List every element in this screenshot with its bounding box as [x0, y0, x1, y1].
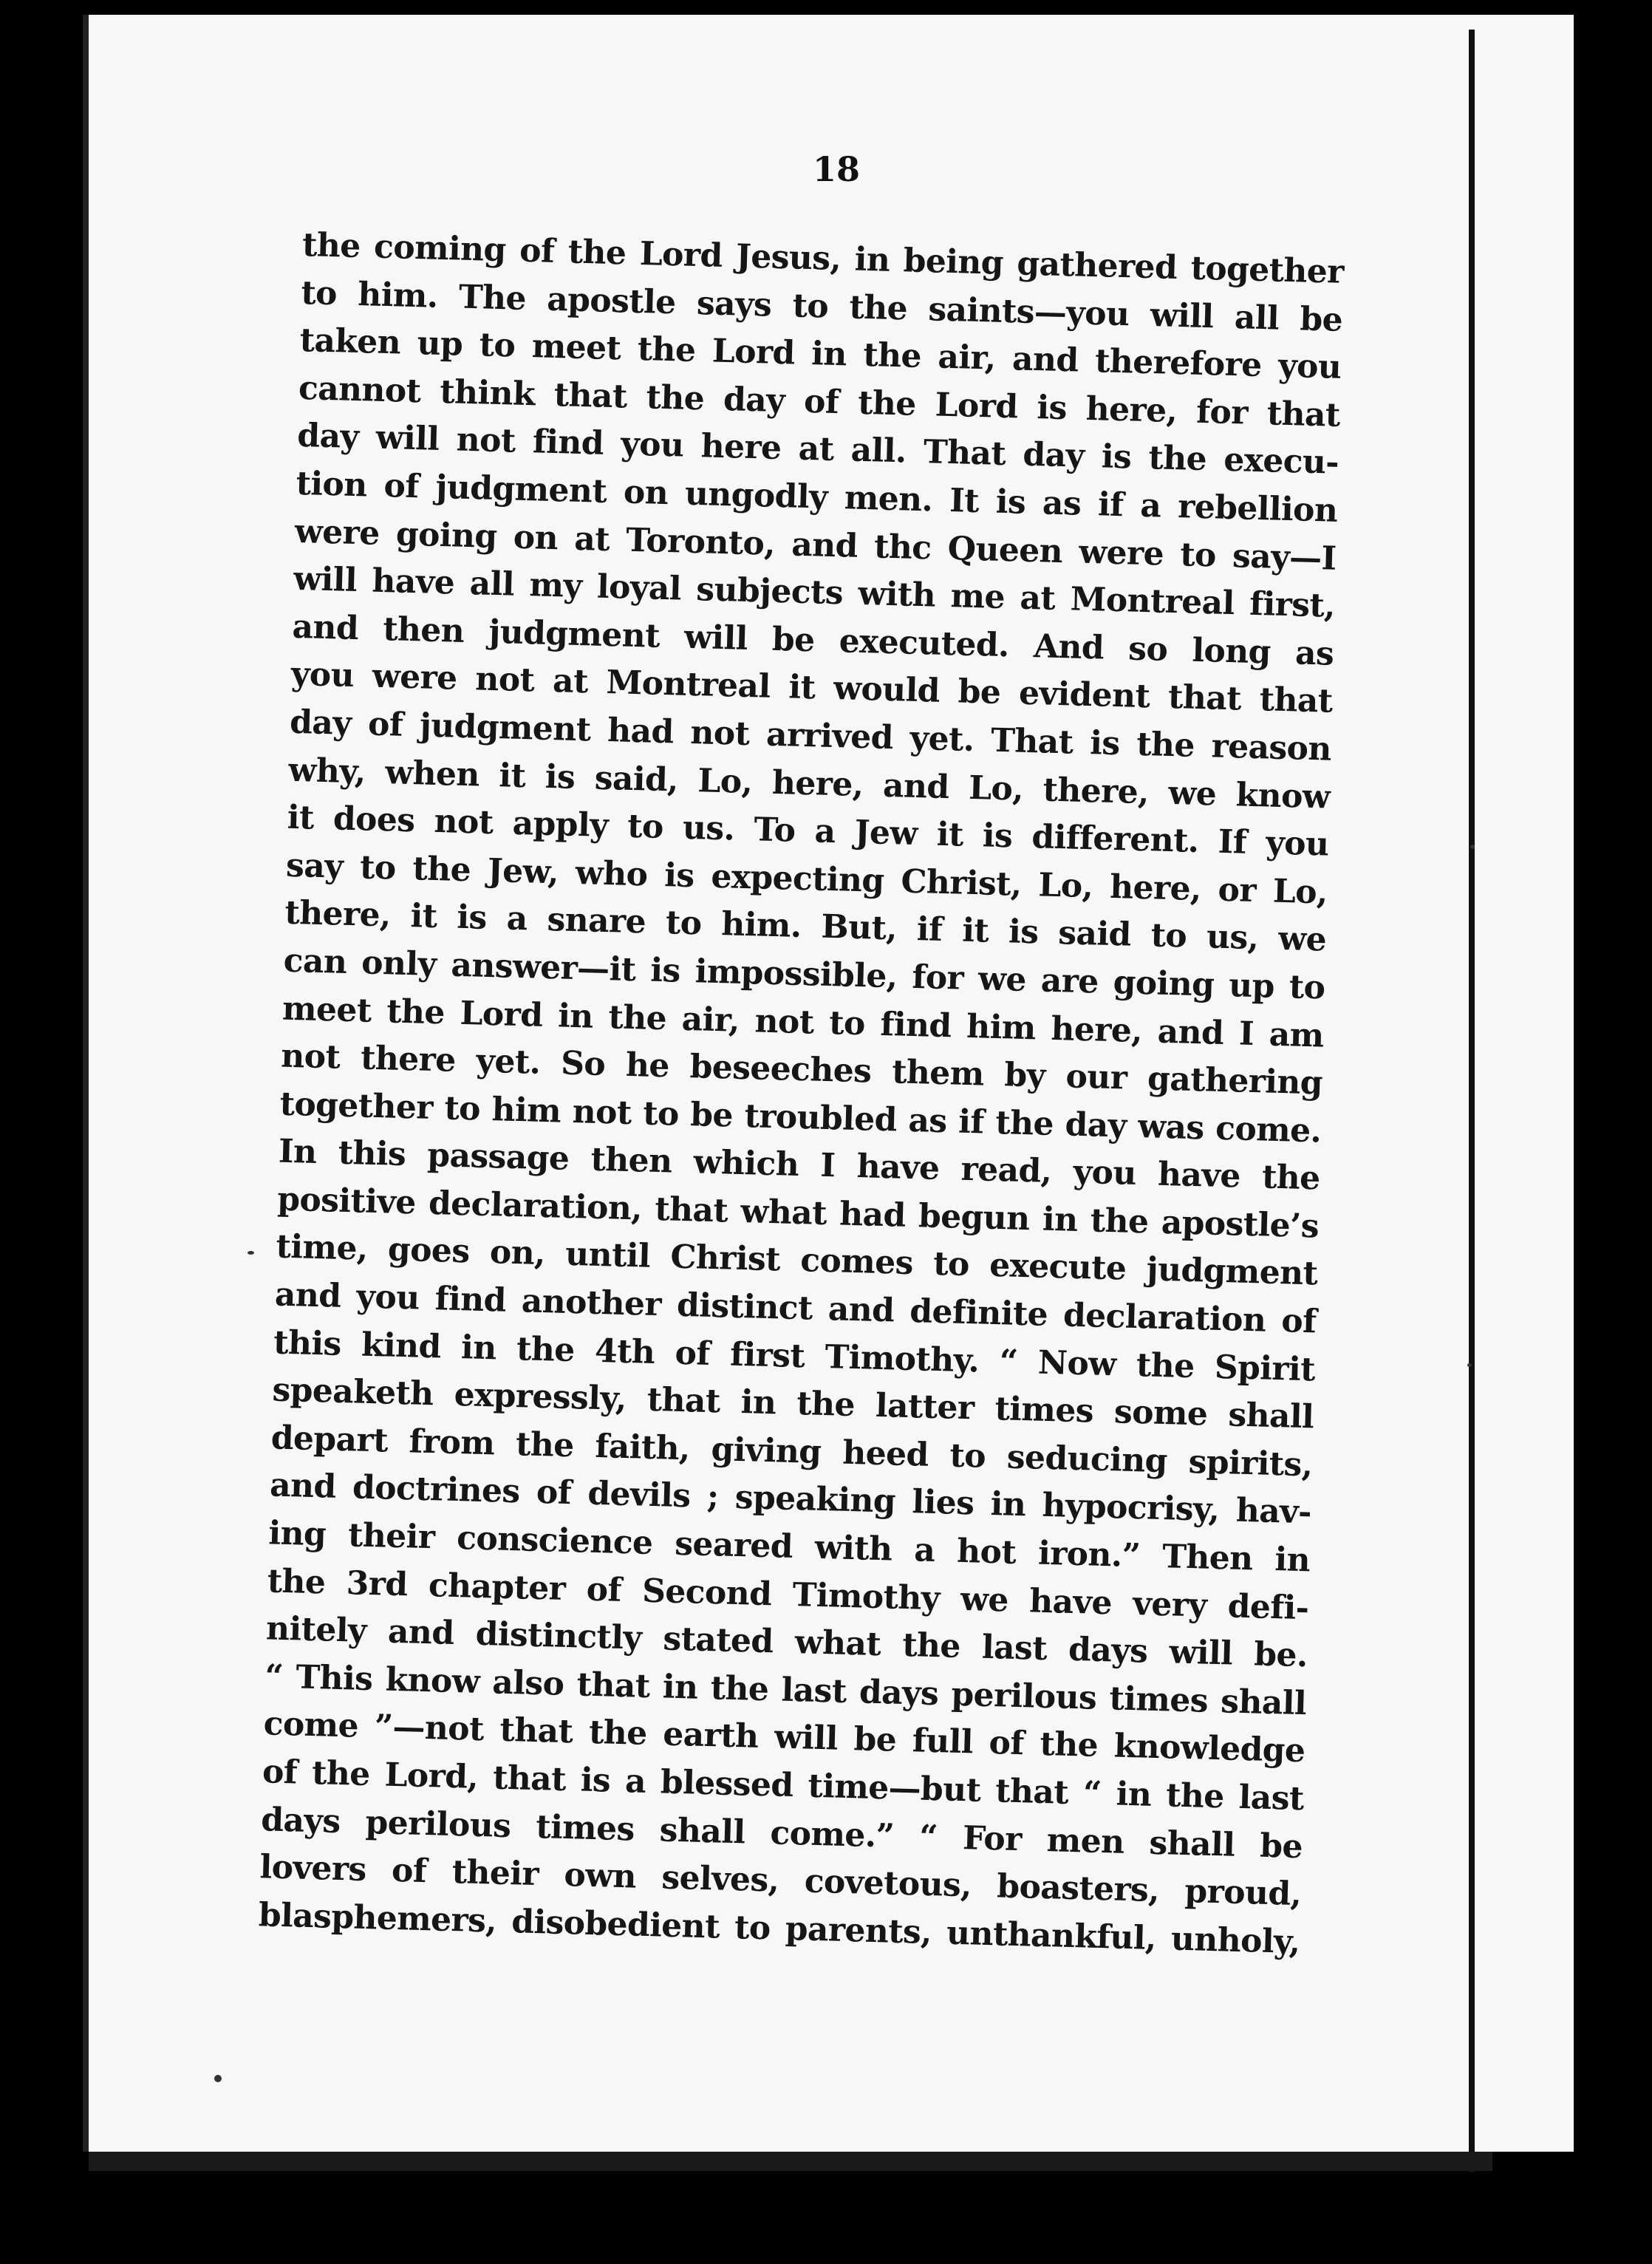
text-line: nitely and distinctly stated what the last days will be.: [265, 1609, 1308, 1675]
page-edge-divider: [1469, 30, 1475, 2172]
text-line: and then judgment will be executed. And so long as: [291, 607, 1334, 673]
text-line: time, goes on, until Christ comes to execute judgment: [275, 1228, 1318, 1293]
text-line: say to the Jew, who is expecting Christ, Lo, here, or Lo,: [285, 846, 1328, 912]
text-line: of the Lord, that is a blessed time—but that “ in the last: [262, 1753, 1305, 1818]
text-line: this kind in the 4th of first Timothy. “ Now the Spirit: [273, 1323, 1316, 1389]
text-line: taken up to meet the Lord in the air, and therefore you: [299, 321, 1342, 387]
text-line: were going on at Toronto, and thc Queen were to say—I: [294, 512, 1337, 578]
text-line: days perilous times shall come.” “ For men shall be: [260, 1800, 1303, 1866]
text-line: and you find another distinct and definite declaration of: [274, 1275, 1317, 1341]
text-line: blasphemers, disobedient to parents, unthankful, unholy,: [258, 1896, 1301, 1961]
text-line: the coming of the Lord Jesus, in being gathered together: [301, 225, 1345, 291]
text-line: “ This know also that in the last days perilous times shall: [264, 1657, 1307, 1723]
text-line: positive declaration, that what had begun in the apostle’s: [276, 1180, 1320, 1246]
text-line: will have all my loyal subjects with me at Montreal first,: [293, 559, 1336, 625]
text-line: day of judgment had not arrived yet. That is the reason: [289, 703, 1332, 768]
text-line: speaketh expressly, that in the latter times some shall: [271, 1371, 1314, 1436]
text-line: depart from the faith, giving heed to seducing spirits,: [270, 1419, 1314, 1484]
text-line: meet the Lord in the air, not to find him here, and I am: [281, 989, 1325, 1055]
text-line: tion of judgment on ungodly men. It is as if a rebellion: [296, 464, 1338, 530]
text-line: In this passage then which I have read, you have the: [278, 1132, 1321, 1198]
text-line: can only answer—it is impossible, for we are going up to: [283, 941, 1325, 1007]
text-line: lovers of their own selves, covetous, boasters, proud,: [259, 1848, 1302, 1914]
text-line: together to him not to be troubled as if the day was come.: [279, 1085, 1322, 1150]
text-line: why, when it is said, Lo, here, and Lo, there, we know: [287, 751, 1331, 816]
scan-speck: [1470, 845, 1475, 849]
text-line: there, it is a snare to him. But, if it is said to us, we: [284, 894, 1327, 959]
text-line: it does not apply to us. To a Jew it is different. If you: [287, 798, 1330, 864]
text-line: cannot think that the day of the Lord is here, for that: [298, 369, 1341, 434]
text-line: come ”—not that the earth will be full of the knowledge: [263, 1705, 1305, 1770]
text-line: you were not at Montreal it would be evident that that: [290, 655, 1334, 721]
body-text: [258, 222, 1344, 1966]
text-line: to him. The apostle says to the saints—you will all be: [300, 273, 1343, 339]
text-line: not there yet. So he beseeches them by our gathering: [280, 1037, 1323, 1102]
page-number: 18: [813, 149, 861, 189]
scan-speck: [1467, 1363, 1472, 1367]
page-bottom-edge: [89, 2152, 1492, 2171]
scan-speck: [248, 1251, 254, 1255]
text-line: the 3rd chapter of Second Timothy we have very defi-: [267, 1562, 1310, 1627]
scan-speck: [214, 2075, 222, 2082]
text-line: day will not find you here at all. That day is the execu-: [296, 417, 1339, 483]
text-line: and doctrines of devils ; speaking lies in hypocrisy, hav-: [269, 1466, 1312, 1532]
text-line: ing their conscience seared with a hot iron.” Then in: [267, 1514, 1311, 1580]
